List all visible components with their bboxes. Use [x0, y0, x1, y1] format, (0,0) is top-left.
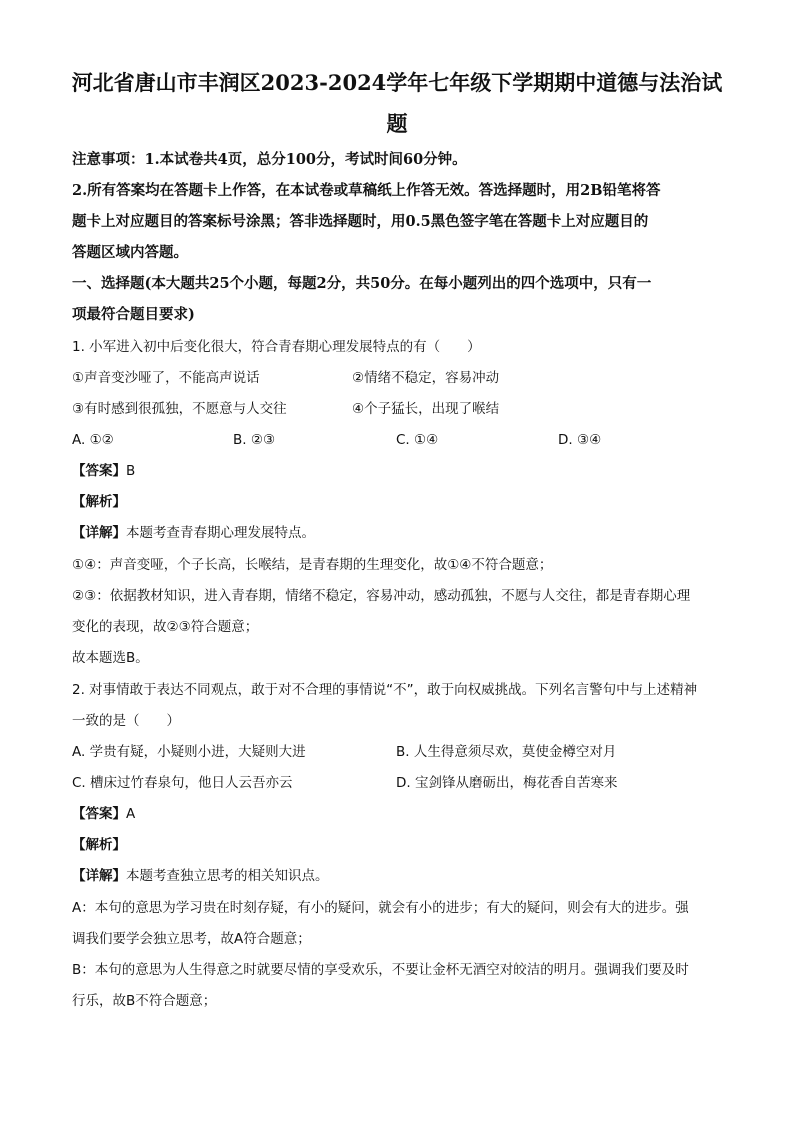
q1-item-4: ④个子猛长，出现了喉结 — [352, 401, 500, 417]
q2-detail — [72, 866, 329, 886]
page-title-line2: 题 — [386, 111, 408, 136]
detail-tag: 【详解】 — [72, 525, 126, 541]
notice-line-3: 题卡上对应题目的答案标号涂黑；答非选择题时，用0.5黑色签字笔在答题卡上对应题目的 — [72, 213, 649, 230]
q2-explain-1: A：本句的意思为学习贵在时刻存疑，有小的疑问，就会有小的进步；有大的疑问，则会有大的进步。强 — [72, 900, 689, 916]
q2-detail-text: 本题考查独立思考的相关知识点。 — [126, 868, 329, 884]
q1-explain-1: ①④：声音变哑，个子长高，长喉结，是青春期的生理变化，故①④不符合题意； — [72, 557, 553, 573]
q1-analysis-tag: 【解析】 — [72, 494, 126, 510]
q2-explain-4: 行乐，故B不符合题意； — [72, 993, 217, 1009]
q2-stem-line-2: 一致的是（ ） — [72, 713, 180, 729]
detail-tag: 【详解】 — [72, 868, 126, 884]
q1-option-a: A. ①② — [72, 432, 114, 448]
q1-detail-text: 本题考查青春期心理发展特点。 — [126, 525, 315, 541]
q1-item-3: ③有时感到很孤独，不愿意与人交往 — [72, 401, 287, 417]
section-heading-line-2: 项最符合题目要求) — [72, 306, 195, 323]
q1-option-d: D. ③④ — [558, 432, 602, 448]
q1-answer-value: B — [126, 463, 136, 479]
q1-option-b: B. ②③ — [233, 432, 276, 448]
q1-detail — [72, 523, 315, 543]
q1-answer — [72, 461, 135, 481]
q2-option-b: B. 人生得意须尽欢，莫使金樽空对月 — [396, 744, 617, 760]
q1-explain-4: 故本题选B。 — [72, 650, 149, 666]
notice-line-4: 答题区域内答题。 — [72, 244, 188, 261]
page-title-line1: 河北省唐山市丰润区2023-2024学年七年级下学期期中道德与法治试 — [71, 70, 723, 95]
q1-option-c: C. ①④ — [396, 432, 439, 448]
notice-line-1: 注意事项：1.本试卷共4页，总分100分，考试时间60分钟。 — [72, 151, 467, 168]
answer-tag: 【答案】 — [72, 463, 126, 479]
q2-answer-value: A — [126, 806, 136, 822]
q2-option-d: D. 宝剑锋从磨砺出，梅花香自苦寒来 — [396, 775, 618, 791]
section-heading-line-1: 一、选择题(本大题共25个小题，每题2分，共50分。在每小题列出的四个选项中，只有一 — [72, 275, 652, 292]
q1-stem: 1. 小军进入初中后变化很大，符合青春期心理发展特点的有（ ） — [72, 339, 481, 355]
notice-line-2: 2.所有答案均在答题卡上作答，在本试卷或草稿纸上作答无效。答选择题时，用2B铅笔将答 — [72, 182, 661, 199]
q2-analysis-tag: 【解析】 — [72, 837, 126, 853]
q2-answer — [72, 804, 135, 824]
q2-option-c: C. 槽床过竹春泉句，他日人云吾亦云 — [72, 775, 293, 791]
q2-explain-2: 调我们要学会独立思考，故A符合题意； — [72, 931, 311, 947]
q1-explain-2: ②③：依据教材知识，进入青春期，情绪不稳定，容易冲动，感动孤独，不愿与人交往，都是青春期心理 — [72, 588, 691, 604]
q2-stem-line-1: 2. 对事情敢于表达不同观点，敢于对不合理的事情说“不”，敢于向权威挑战。下列名言警句中与上述精神 — [72, 682, 698, 698]
q1-explain-3: 变化的表现，故②③符合题意； — [72, 619, 259, 635]
q2-option-a: A. 学贵有疑，小疑则小进，大疑则大进 — [72, 744, 306, 760]
q2-explain-3: B：本句的意思为人生得意之时就要尽情的享受欢乐，不要让金杯无酒空对皎洁的明月。强调我们要及时 — [72, 962, 689, 978]
q1-item-1: ①声音变沙哑了，不能高声说话 — [72, 370, 260, 386]
q1-item-2: ②情绪不稳定，容易冲动 — [352, 370, 500, 386]
answer-tag: 【答案】 — [72, 806, 126, 822]
